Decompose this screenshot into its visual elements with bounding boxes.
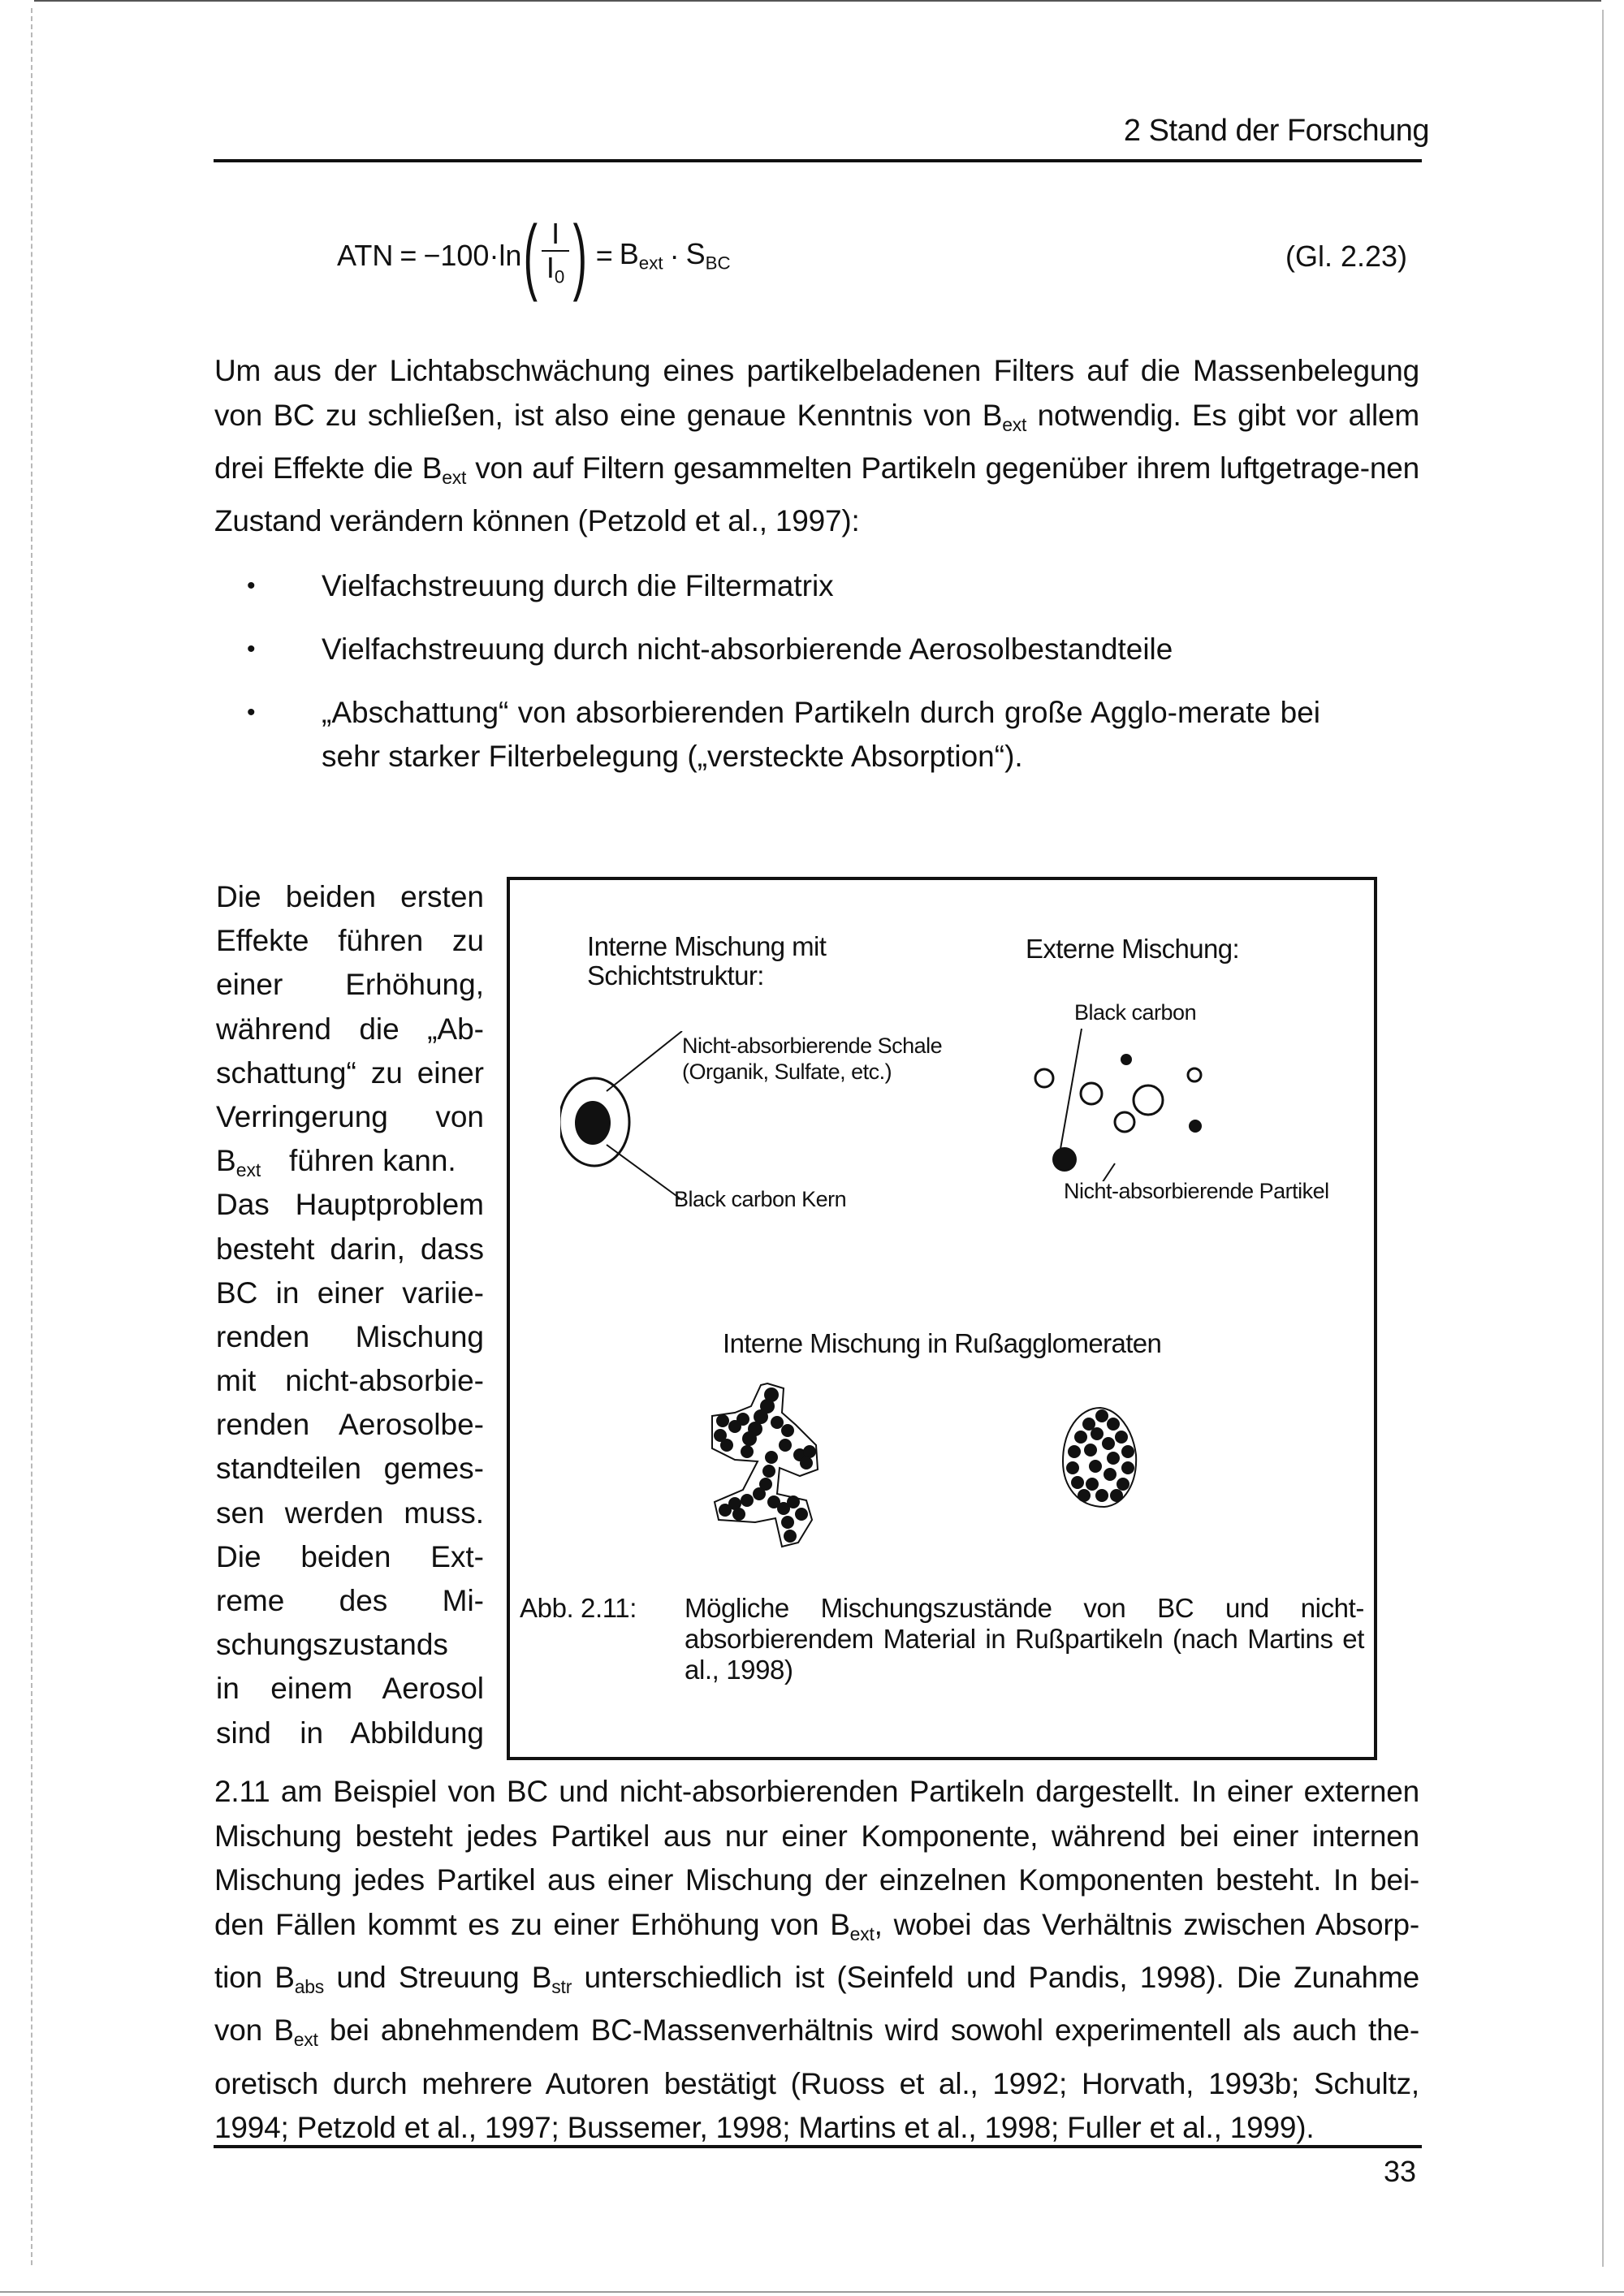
p2-b-2: B xyxy=(274,1960,295,1994)
p2-text-3: und Streuung xyxy=(324,1960,532,1994)
shell-label-line-1: Nicht-absorbierende Schale xyxy=(682,1034,943,1058)
list-item-text: „Abschattung“ von absorbierenden Partikeln durch große Agglo-merate bei sehr starker Filterbelegung („versteckte Absorption“). xyxy=(322,696,1320,773)
p2-sub-2: abs xyxy=(294,1975,325,1997)
side-line: mit nicht-absorbie- xyxy=(216,1364,484,1398)
figure-caption xyxy=(520,1593,1364,1685)
non-absorbing-label: Nicht-absorbierende Partikel xyxy=(1064,1179,1329,1203)
p2-sub-1: ext xyxy=(849,1923,875,1944)
side-line: schattung“ zu einer xyxy=(216,1055,484,1090)
p2-text-2: , wobei das Verhältnis zwischen Absorp-tion xyxy=(214,1907,1419,1994)
caption-label: Abb. 2.11: xyxy=(520,1593,637,1623)
p2-b-4: B xyxy=(274,2013,294,2048)
list-item-text: Vielfachstreuung durch die Filtermatrix xyxy=(322,569,834,602)
equation-atn xyxy=(337,203,731,309)
list-item-text: Vielfachstreuung durch nicht-absorbierende Aerosolbestandteile xyxy=(322,632,1173,666)
side-line-bext xyxy=(216,1139,484,1183)
side-line: Die beiden Ext- xyxy=(216,1539,484,1573)
eq-bext xyxy=(620,237,663,274)
p2-b-1: B xyxy=(830,1907,850,1941)
p1-text-1: Um aus der Lichtabschwächung eines partikelbeladenen Filters auf die Massenbelegung von BC zu schließen, ist also eine genaue Kenntnis von xyxy=(214,354,1419,432)
eq-s-base: S xyxy=(685,237,706,271)
footer-rule xyxy=(214,2145,1422,2148)
paragraph-intro xyxy=(214,349,1419,544)
paragraph-mixing xyxy=(214,1770,1419,2151)
side-line: Die beiden ersten xyxy=(216,880,484,913)
p2-sub-4: ext xyxy=(293,2029,318,2051)
header-rule xyxy=(214,159,1422,162)
p1-b: B xyxy=(982,398,1003,432)
side-line: Verringerung von xyxy=(216,1099,484,1133)
p1-sub: ext xyxy=(1002,413,1027,435)
chain-agglomerate-icon xyxy=(710,1380,840,1551)
scan-edge-left xyxy=(31,8,32,2265)
side-line: renden Aerosolbe- xyxy=(216,1408,484,1442)
eq-denominator xyxy=(546,252,564,294)
eq-den-base: I xyxy=(546,251,555,285)
external-title: Externe Mischung: xyxy=(1026,934,1240,964)
eq-right-paren: ) xyxy=(572,209,588,303)
side-bext-base: B xyxy=(216,1144,236,1178)
shell-label-line-2: (Organik, Sulfate, etc.) xyxy=(682,1060,892,1084)
side-line: reme des Mi- xyxy=(216,1584,484,1617)
side-line: renden Mischung xyxy=(216,1319,484,1353)
p1-text-3: von auf Filtern gesammelten Partikeln gegenüber ihrem luftgetrage-nen Zustand verändern können (Petzold et al., 1997): xyxy=(214,451,1419,538)
p2-b-3: B xyxy=(531,1960,552,1994)
eq-s-sub: BC xyxy=(705,252,731,274)
internal-layered-title xyxy=(587,932,826,990)
page-number: 33 xyxy=(1383,2155,1416,2188)
scan-edge-bottom xyxy=(0,2291,1624,2293)
external-mixture-particles-icon xyxy=(1023,1027,1267,1181)
core-label: Black carbon Kern xyxy=(674,1187,847,1211)
side-line: schungszustands xyxy=(216,1628,448,1662)
eq-b-sub: ext xyxy=(638,252,663,274)
list-item xyxy=(247,628,1320,671)
side-line: Effekte führen zu xyxy=(216,924,484,958)
scan-edge-right xyxy=(1602,10,1604,2267)
bullet-icon: • xyxy=(247,699,256,726)
eq-b-base: B xyxy=(619,237,639,271)
p1-text-2: notwendig. Es gibt vor allem drei Effekte die xyxy=(214,398,1419,485)
bullet-icon: • xyxy=(247,636,256,662)
bullet-icon: • xyxy=(247,572,256,599)
p2-text-5: bei abnehmendem BC-Massenverhältnis wird sowohl experimentell als auch the-oretisch durch mehrere Autoren bestätigt (Ruoss et al., 1992; Horvath, 1993b; Schultz, 1994; Petzold et al., 1997; Bussemer, 1998; Martins et al., 1998; Fuller et al., 1999). xyxy=(214,2013,1420,2145)
eq-factor: −100·ln xyxy=(423,239,522,272)
black-carbon-label: Black carbon xyxy=(1074,1000,1197,1025)
side-line: sen werden muss. xyxy=(216,1495,484,1530)
eq-den-sub: 0 xyxy=(554,266,565,287)
compact-agglomerate-icon xyxy=(1060,1405,1141,1510)
agglomerate-title: Interne Mischung in Rußagglomeraten xyxy=(723,1328,1162,1358)
internal-layered-title-line-1: Interne Mischung mit xyxy=(587,931,827,961)
side-line: während die „Ab- xyxy=(216,1012,484,1046)
eq-lhs: ATN xyxy=(337,239,394,272)
internal-layered-title-line-2: Schichtstruktur: xyxy=(587,960,764,990)
eq-sbc xyxy=(686,237,731,274)
side-bext-sub: ext xyxy=(235,1159,261,1180)
eq-left-paren: ( xyxy=(524,209,538,303)
side-line: standteilen gemes- xyxy=(216,1452,484,1486)
side-bext xyxy=(216,1139,261,1183)
side-line: Das Hauptproblem xyxy=(216,1188,484,1222)
effects-list xyxy=(247,564,1320,798)
side-line: in einem Aerosol xyxy=(216,1672,484,1706)
side-line: besteht darin, dass xyxy=(216,1232,484,1266)
list-item xyxy=(247,564,1320,608)
p2-sub-3: str xyxy=(551,1975,572,1997)
core-shell-particle-icon xyxy=(560,1031,723,1210)
eq-equals: = xyxy=(400,239,417,272)
p1-sub-2: ext xyxy=(442,466,467,488)
running-header: 2 Stand der Forschung xyxy=(1123,114,1429,148)
side-line: BC in einer variie- xyxy=(216,1275,484,1310)
equation-number: (Gl. 2.23) xyxy=(1285,240,1408,273)
eq-equals-2: = xyxy=(595,239,613,272)
eq-dot: · xyxy=(669,239,680,272)
eq-numerator: I xyxy=(551,217,560,251)
scan-edge-top xyxy=(34,0,1601,2)
side-line: sind in Abbildung xyxy=(216,1716,484,1750)
list-item xyxy=(247,691,1320,779)
side-column-text xyxy=(216,875,484,1755)
side-line: einer Erhöhung, xyxy=(216,968,484,1002)
p2-text-1: 2.11 am Beispiel von BC und nicht-absorbierenden Partikeln dargestellt. In einer externen Mischung besteht jedes Partikel aus nur einer Komponente, während bei einer internen Mischung jedes Partikel aus einer Mischung der einzelnen Komponenten besteht. In bei-den Fällen kommt es zu einer Erhöhung von xyxy=(214,1775,1419,1941)
eq-fraction xyxy=(542,218,569,294)
p1-b-2: B xyxy=(421,451,443,485)
side-line-rest: führen kann. xyxy=(289,1144,456,1178)
p2-text-4: unterschiedlich ist (Seinfeld und Pandis, 1998). Die Zunahme von xyxy=(214,1960,1419,2048)
caption-text: Mögliche Mischungszustände von BC und nicht-absorbierendem Material in Rußpartikeln (nach Martins et al., 1998) xyxy=(685,1593,1364,1685)
